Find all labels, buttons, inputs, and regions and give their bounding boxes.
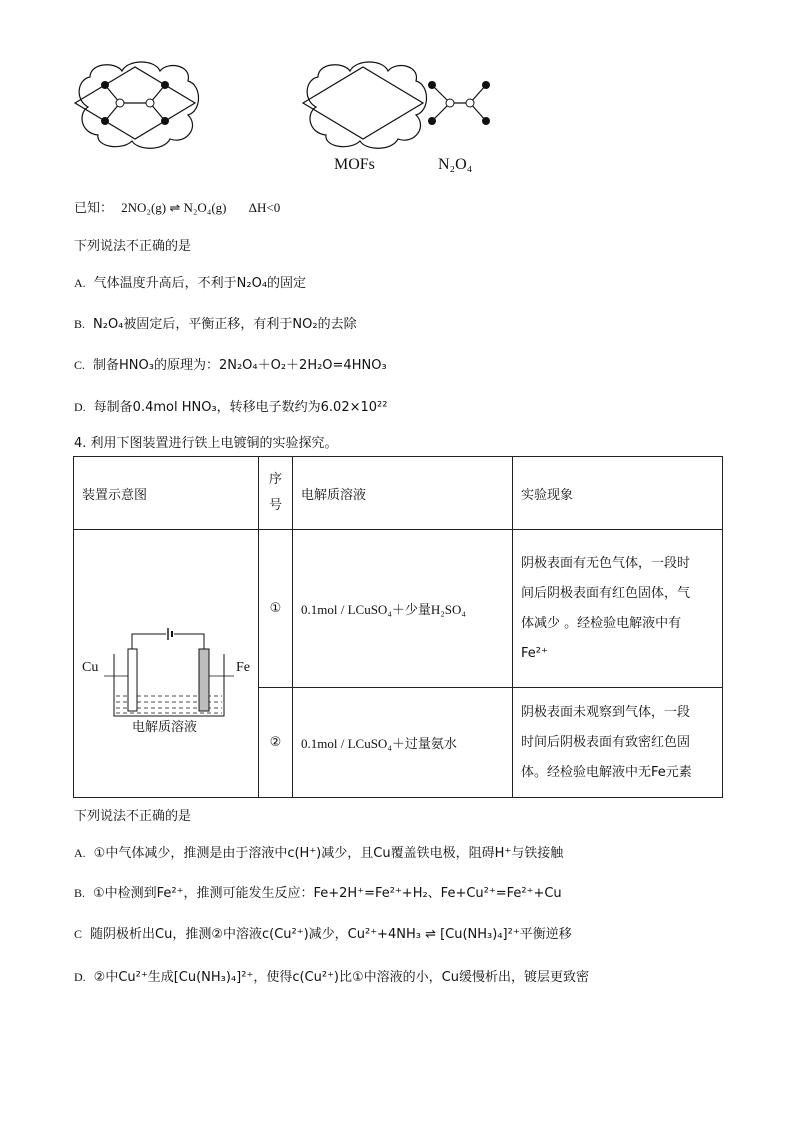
row2-seq: ②	[259, 688, 293, 798]
option-text: 每制备0.4mol HNO₃，转移电子数约为6.02×10²²	[93, 400, 388, 415]
option-letter: A.	[74, 276, 86, 290]
known-prefix: 已知：	[74, 201, 114, 216]
header-observation: 实验现象	[513, 457, 723, 530]
row1-solution: 0.1mol / LCuSO₄＋少量H₂SO₄	[293, 530, 513, 688]
q4-stem: 4. 利用下图装置进行铁上电镀铜的实验探究。	[74, 436, 338, 451]
obs-line: 时间后阴极表面有致密红色固	[521, 734, 691, 750]
q4-option-b	[74, 882, 562, 901]
obs-line: 阴极表面未观察到气体，一段	[521, 704, 691, 720]
q4-option-d	[74, 966, 589, 985]
obs-line: 体。经检验电解液中无Fe元素	[521, 764, 692, 780]
row1-seq: ①	[259, 530, 293, 688]
q3-option-a	[74, 272, 306, 291]
option-text: 气体温度升高后，不利于N₂O₄的固定	[93, 276, 307, 291]
option-letter: B.	[74, 317, 86, 331]
q4-stem2: 下列说法不正确的是	[74, 809, 192, 824]
row2-observation	[513, 688, 723, 798]
option-text: 随阴极析出Cu，推测②中溶液c(Cu²⁺)减少，Cu²⁺+4NH₃ ⇌ [Cu(NH₃)₄]²⁺平衡逆移	[90, 927, 572, 942]
known-reaction	[74, 197, 280, 216]
fe-electrode	[199, 649, 209, 711]
apparatus-cell	[74, 530, 259, 798]
row2-solution: 0.1mol / LCuSO₄＋过量氨水	[293, 688, 513, 798]
obs-line: 体减少 。经检验电解液中有	[521, 615, 682, 631]
option-letter: D.	[74, 970, 86, 984]
apparatus-caption: 电解质溶液	[132, 720, 198, 735]
label-fe: Fe	[236, 660, 250, 675]
obs-line: Fe²⁺	[521, 645, 548, 661]
option-letter: D.	[74, 400, 86, 414]
option-text: ①中检测到Fe²⁺，推测可能发生反应：Fe+2H⁺=Fe²⁺+H₂、Fe+Cu²⁺=Fe²⁺+Cu	[93, 886, 562, 901]
obs-line: 阴极表面有无色气体，一段时	[521, 555, 691, 571]
mof-adsorbed-structure	[75, 62, 199, 148]
option-letter: C.	[74, 358, 86, 372]
option-letter: A.	[74, 846, 86, 860]
known-enthalpy: ΔH<0	[248, 200, 281, 215]
header-solution: 电解质溶液	[293, 457, 513, 530]
option-text: ①中气体减少，推测是由于溶液中c(H⁺)减少，且Cu覆盖铁电极，阻碍H⁺与铁接触	[93, 846, 564, 861]
experiment-table	[73, 456, 723, 798]
label-n2o4: N₂O₄	[438, 156, 473, 173]
q3-stem: 下列说法不正确的是	[74, 239, 192, 254]
option-letter: C	[74, 927, 83, 941]
row1-observation	[513, 530, 723, 688]
option-text: ②中Cu²⁺生成[Cu(NH₃)₄]²⁺，使得c(Cu²⁺)比①中溶液的小，Cu缓慢析出，镀层更致密	[93, 970, 589, 985]
header-seq-line1: 序	[268, 472, 282, 487]
option-text: N₂O₄被固定后，平衡正移，有利于NO₂的去除	[93, 317, 357, 332]
q3-option-b	[74, 313, 357, 332]
table-header-row	[74, 457, 723, 530]
q3-option-d	[74, 396, 387, 415]
electroplating-apparatus	[74, 594, 259, 734]
option-letter: B.	[74, 886, 86, 900]
known-equation: 2NO₂(g) ⇌ N₂O₄(g)	[121, 200, 227, 215]
cu-electrode	[128, 649, 137, 711]
q4-option-a	[74, 842, 563, 861]
label-cu: Cu	[82, 660, 99, 675]
q3-option-c	[74, 354, 387, 373]
table-row	[74, 530, 723, 688]
label-mofs: MOFs	[334, 156, 375, 173]
n2o4-molecule	[432, 85, 486, 121]
obs-line: 间后阴极表面有红色固体，气	[521, 585, 691, 601]
q4-option-c	[74, 923, 572, 942]
mof-empty-structure	[303, 62, 427, 148]
option-text: 制备HNO₃的原理为：2N₂O₄＋O₂＋2H₂O=4HNO₃	[93, 358, 387, 373]
header-seq	[259, 457, 293, 530]
header-seq-line2: 号	[268, 498, 282, 513]
header-apparatus: 装置示意图	[74, 457, 259, 530]
